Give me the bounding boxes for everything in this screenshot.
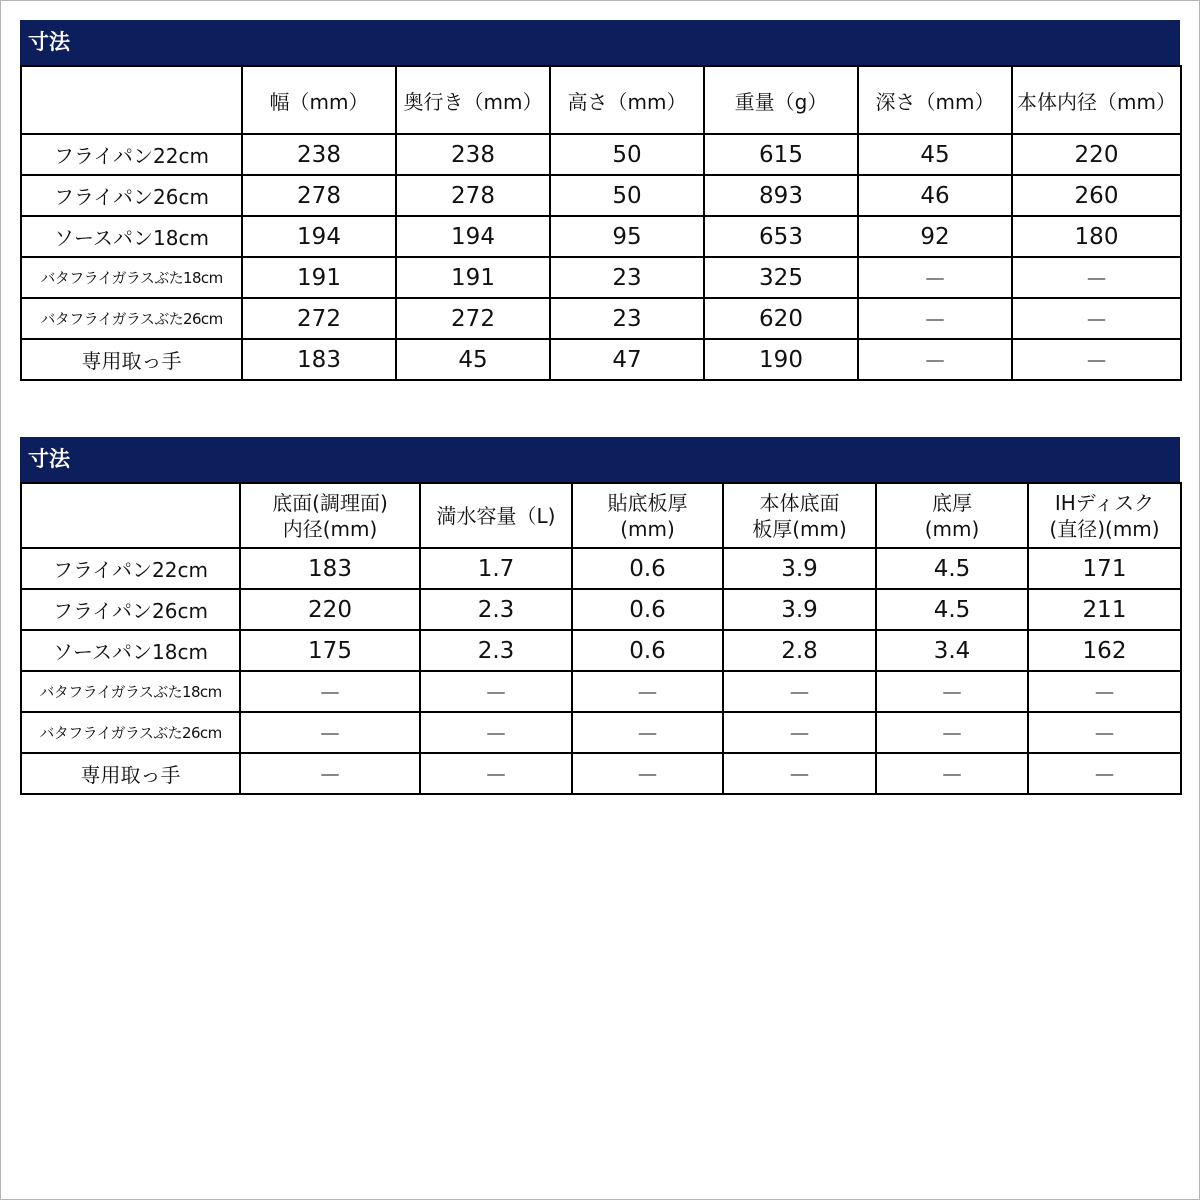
table-cell: 325 — [704, 257, 858, 298]
table-2-header-body-bottom-thickness: 本体底面 板厚(mm) — [723, 483, 876, 548]
table-cell: 4.5 — [876, 589, 1028, 630]
table-cell: 23 — [550, 298, 704, 339]
table-cell: － — [1028, 712, 1181, 753]
table-cell: 2.8 — [723, 630, 876, 671]
table-1-header-row — [21, 66, 1181, 134]
table-1-header-width: 幅（mm） — [242, 66, 396, 134]
table-cell: 191 — [396, 257, 550, 298]
table-cell: － — [420, 671, 572, 712]
table-2-header-bottom-thickness: 底厚 (mm) — [876, 483, 1028, 548]
row-label: バタフライガラスぶた18cm — [21, 671, 240, 712]
table-cell: 183 — [240, 548, 420, 589]
table-cell: － — [240, 712, 420, 753]
table-cell: － — [240, 753, 420, 794]
table-cell: 95 — [550, 216, 704, 257]
table-cell: － — [1028, 753, 1181, 794]
dimensions-table-1 — [20, 20, 1180, 381]
table-cell: 211 — [1028, 589, 1181, 630]
table-1-header-height: 高さ（mm） — [550, 66, 704, 134]
table-cell: 620 — [704, 298, 858, 339]
table-cell: 0.6 — [572, 630, 723, 671]
row-label: フライパン26cm — [21, 175, 242, 216]
table-cell: 238 — [396, 134, 550, 175]
table-cell: 175 — [240, 630, 420, 671]
table-cell: 194 — [242, 216, 396, 257]
table-cell: 2.3 — [420, 589, 572, 630]
table-1-title-bar — [20, 20, 1180, 65]
table-cell: 4.5 — [876, 548, 1028, 589]
row-label: ソースパン18cm — [21, 216, 242, 257]
table-cell: － — [572, 712, 723, 753]
table-cell: － — [858, 339, 1012, 380]
table-row — [21, 630, 1181, 671]
table-2-header-bonded-bottom-thickness: 貼底板厚 (mm) — [572, 483, 723, 548]
table-cell: 50 — [550, 134, 704, 175]
table-2-header-row — [21, 483, 1181, 548]
table-row — [21, 589, 1181, 630]
table-cell: 45 — [858, 134, 1012, 175]
table-cell: － — [240, 671, 420, 712]
row-label: ソースパン18cm — [21, 630, 240, 671]
table-cell: － — [572, 753, 723, 794]
table-1-header-weight: 重量（g） — [704, 66, 858, 134]
table-2-header-blank — [21, 483, 240, 548]
table-cell: 92 — [858, 216, 1012, 257]
table-row — [21, 134, 1181, 175]
table-cell: － — [876, 712, 1028, 753]
row-label: フライパン26cm — [21, 589, 240, 630]
table-cell: － — [1028, 671, 1181, 712]
table-cell: － — [723, 671, 876, 712]
table-cell: 46 — [858, 175, 1012, 216]
table-2-header-bottom-inner-diameter: 底面(調理面) 内径(mm) — [240, 483, 420, 548]
table-1-header-inner-diameter: 本体内径（mm） — [1012, 66, 1181, 134]
table-cell: － — [876, 753, 1028, 794]
table-cell: － — [1012, 339, 1181, 380]
table-cell: 272 — [242, 298, 396, 339]
table-1-header-depth: 奥行き（mm） — [396, 66, 550, 134]
row-label: フライパン22cm — [21, 134, 242, 175]
table-row — [21, 298, 1181, 339]
table-cell: 183 — [242, 339, 396, 380]
table-cell: 0.6 — [572, 548, 723, 589]
table-cell: 238 — [242, 134, 396, 175]
table-cell: － — [420, 753, 572, 794]
row-label: 専用取っ手 — [21, 753, 240, 794]
table-row — [21, 548, 1181, 589]
table-cell: － — [723, 712, 876, 753]
table-2-title-bar — [20, 437, 1180, 482]
table-cell: 220 — [1012, 134, 1181, 175]
table-row — [21, 671, 1181, 712]
row-label: バタフライガラスぶた26cm — [21, 712, 240, 753]
table-cell: 23 — [550, 257, 704, 298]
dimensions-table-2 — [20, 437, 1180, 795]
table-cell: － — [858, 257, 1012, 298]
table-cell: 1.7 — [420, 548, 572, 589]
table-row — [21, 339, 1181, 380]
table-cell: － — [858, 298, 1012, 339]
table-cell: － — [723, 753, 876, 794]
table-cell: 0.6 — [572, 589, 723, 630]
table-row — [21, 175, 1181, 216]
table-cell: 47 — [550, 339, 704, 380]
table-cell: 194 — [396, 216, 550, 257]
table-2 — [20, 482, 1182, 795]
row-label: フライパン22cm — [21, 548, 240, 589]
table-cell: 615 — [704, 134, 858, 175]
table-cell: － — [1012, 298, 1181, 339]
table-1 — [20, 65, 1182, 381]
table-cell: － — [1012, 257, 1181, 298]
table-2-title: 寸法 — [28, 447, 70, 471]
table-cell: 191 — [242, 257, 396, 298]
table-cell: 220 — [240, 589, 420, 630]
table-cell: 171 — [1028, 548, 1181, 589]
table-row — [21, 753, 1181, 794]
table-cell: 180 — [1012, 216, 1181, 257]
table-cell: 653 — [704, 216, 858, 257]
table-cell: 45 — [396, 339, 550, 380]
table-cell: 190 — [704, 339, 858, 380]
row-label: バタフライガラスぶた18cm — [21, 257, 242, 298]
table-cell: 278 — [396, 175, 550, 216]
table-row — [21, 216, 1181, 257]
table-cell: － — [420, 712, 572, 753]
table-1-header-blank — [21, 66, 242, 134]
table-cell: － — [876, 671, 1028, 712]
table-cell: 260 — [1012, 175, 1181, 216]
table-cell: － — [572, 671, 723, 712]
table-row — [21, 257, 1181, 298]
table-cell: 2.3 — [420, 630, 572, 671]
row-label: 専用取っ手 — [21, 339, 242, 380]
table-2-header-capacity: 満水容量（L) — [420, 483, 572, 548]
table-cell: 50 — [550, 175, 704, 216]
table-cell: 3.9 — [723, 589, 876, 630]
table-cell: 3.9 — [723, 548, 876, 589]
table-row — [21, 712, 1181, 753]
table-cell: 893 — [704, 175, 858, 216]
table-cell: 162 — [1028, 630, 1181, 671]
table-cell: 3.4 — [876, 630, 1028, 671]
row-label: バタフライガラスぶた26cm — [21, 298, 242, 339]
table-cell: 272 — [396, 298, 550, 339]
table-1-header-deepness: 深さ（mm） — [858, 66, 1012, 134]
table-1-title: 寸法 — [28, 30, 70, 54]
table-cell: 278 — [242, 175, 396, 216]
table-2-header-ih-disk: IHディスク (直径)(mm) — [1028, 483, 1181, 548]
